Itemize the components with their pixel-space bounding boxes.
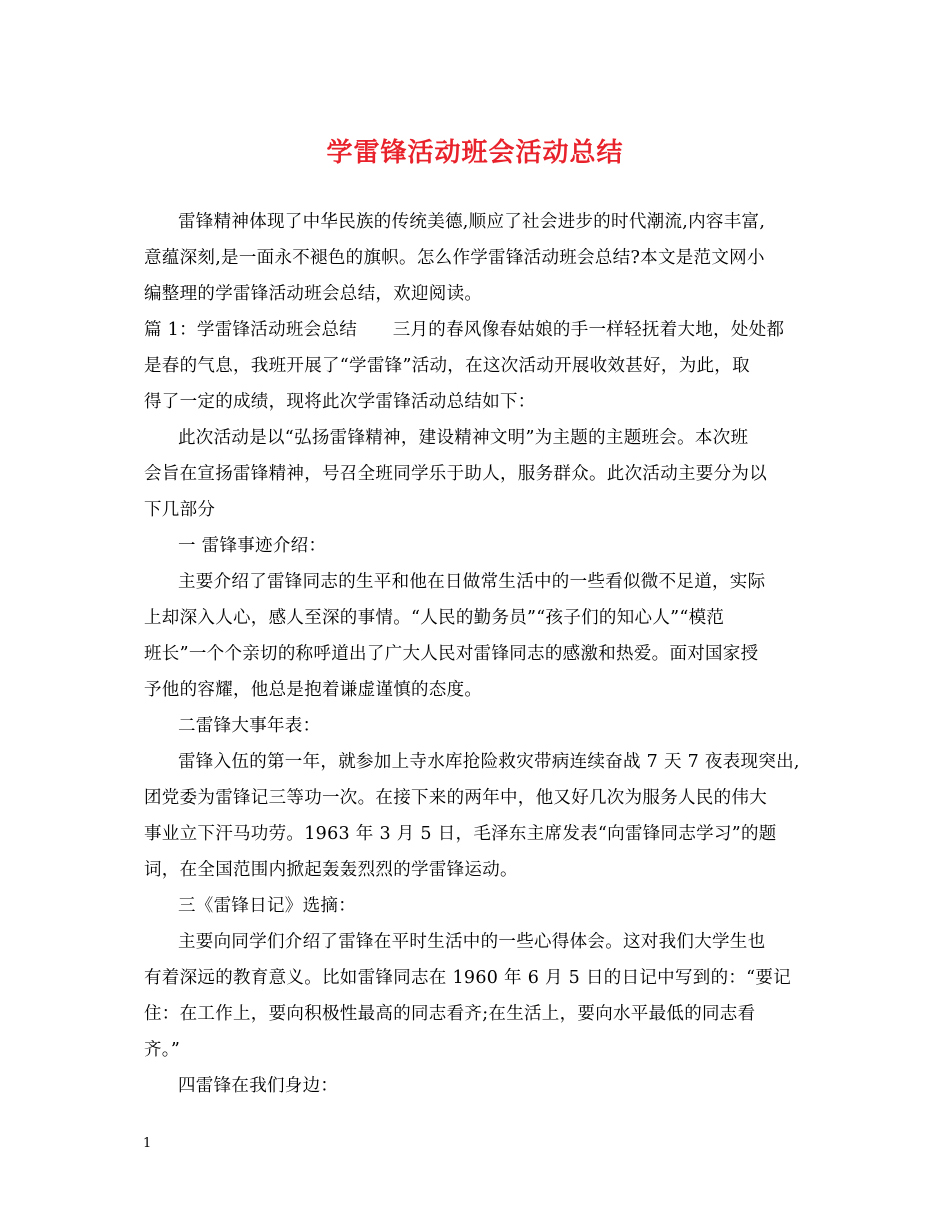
section-heading: 一 雷锋事迹介绍： [178,536,327,556]
paragraph-line: 团党委为雷锋记三等功一次。在接下来的两年中，他又好几次为服务人民的伟大 [144,788,767,808]
paragraph-line: 住：在工作上，要向积极性最高的同志看齐;在生活上，要向水平最低的同志看 [144,1004,756,1024]
paragraph-line: 篇 1：学雷锋活动班会总结 三月的春风像春姑娘的手一样轻抚着大地，处处都 [144,320,785,340]
section-heading: 二雷锋大事年表： [178,716,321,736]
paragraph-line: 予他的容耀，他总是抱着谦虚谨慎的态度。 [144,680,483,700]
paragraph-line: 班长”一个个亲切的称呼道出了广大人民对雷锋同志的感激和热爱。面对国家授 [144,644,759,664]
paragraph-line: 意蕴深刻,是一面永不褪色的旗帜。怎么作学雷锋活动班会总结?本文是范文网小 [144,248,765,268]
section-heading: 四雷锋在我们身边： [178,1076,339,1096]
paragraph-line: 主要向同学们介绍了雷锋在平时生活中的一些心得体会。这对我们大学生也 [178,932,766,952]
page-number: 1 [143,1136,152,1151]
paragraph-line: 词，在全国范围内掀起轰轰烈烈的学雷锋运动。 [144,860,518,880]
paragraph-line: 下几部分 [144,500,216,520]
paragraph-line: 雷锋精神体现了中华民族的传统美德,顺应了社会进步的时代潮流,内容丰富, [178,212,766,232]
document-title: 学雷锋活动班会活动总结 [326,138,624,168]
paragraph-line: 主要介绍了雷锋同志的生平和他在日做常生活中的一些看似微不足道，实际 [178,572,766,592]
paragraph-line: 有着深远的教育意义。比如雷锋同志在 1960 年 6 月 5 日的日记中写到的：“要记 [144,968,792,988]
paragraph-line: 雷锋入伍的第一年，就参加上寺水库抢险救灾带病连续奋战 7 天 7 夜表现突出, [178,752,800,772]
paragraph-line: 得了一定的成绩，现将此次学雷锋活动总结如下： [144,392,536,412]
paragraph-line: 编整理的学雷锋活动班会总结，欢迎阅读。 [144,284,483,304]
paragraph-line: 是春的气息，我班开展了“学雷锋”活动，在这次活动开展收效甚好，为此，取 [144,356,750,376]
section-heading: 三《雷锋日记》选摘： [178,896,356,916]
paragraph-line: 齐。” [144,1040,181,1060]
paragraph-line: 会旨在宣扬雷锋精神，号召全班同学乐于助人，服务群众。此次活动主要分为以 [144,464,767,484]
paragraph-line: 事业立下汗马功劳。1963 年 3 月 5 日，毛泽东主席发表“向雷锋同志学习”的题 [144,824,777,844]
paragraph-line: 此次活动是以“弘扬雷锋精神，建设精神文明”为主题的主题班会。本次班 [178,428,749,448]
paragraph-line: 上却深入人心，感人至深的事情。“人民的勤务员”“孩子们的知心人”“模范 [144,608,725,628]
